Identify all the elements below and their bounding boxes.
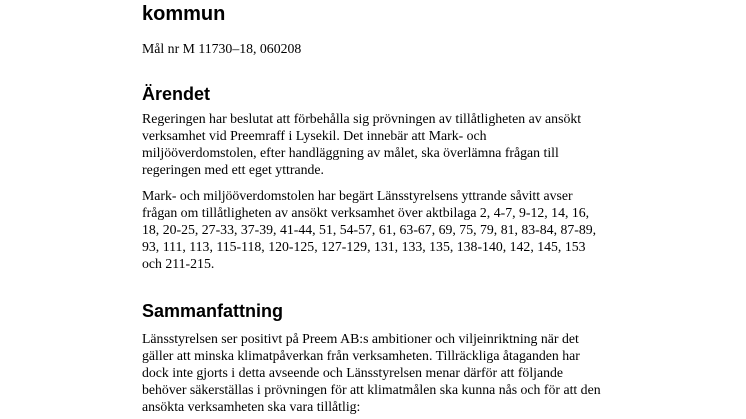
text-line: verksamhet vid Preemraff i Lysekil. Det innebär att Mark- och	[142, 128, 487, 143]
document-body	[142, 0, 682, 415]
paragraph	[142, 110, 682, 178]
text-line: dock inte gjorts i detta avseende och Länsstyrelsen menar därför att följande	[142, 365, 564, 380]
text-line: behöver säkerställas i prövningen för att klimatmålen ska kunna nås och för att den	[142, 382, 601, 397]
text-line: och 211-215.	[142, 256, 215, 271]
page-title: kommun	[142, 3, 226, 25]
text-line: regeringen med ett eget yttrande.	[142, 162, 324, 177]
text-line: miljööverdomstolen, efter handläggning av målet, ska överlämna frågan till	[142, 145, 559, 160]
text-line: gäller att minska klimatpåverkan från verksamheten. Tillräckliga åtaganden har	[142, 348, 580, 363]
text-line: ansökta verksamheten ska vara tillåtlig:	[142, 399, 361, 414]
paragraph	[142, 187, 682, 272]
text-line: 18, 20-25, 27-33, 37-39, 41-44, 51, 54-57, 61, 63-67, 69, 75, 79, 81, 83-84, 87-89,	[142, 222, 597, 237]
section-heading-arendet: Ärendet	[142, 84, 211, 104]
text-line: Länsstyrelsen ser positivt på Preem AB:s ambitioner och viljeinriktning när det	[142, 331, 579, 346]
text-line: Regeringen har beslutat att förbehålla sig prövningen av tillåtligheten av ansökt	[142, 111, 582, 126]
paragraph	[142, 330, 682, 415]
text-line: 93, 111, 113, 115-118, 120-125, 127-129, 131, 133, 135, 138-140, 142, 145, 153	[142, 239, 586, 254]
text-line: Mark- och miljööverdomstolen har begärt Länsstyrelsens yttrande såvitt avser	[142, 188, 573, 203]
text-line: frågan om tillåtligheten av ansökt verksamhet över aktbilaga 2, 4-7, 9-12, 14, 16,	[142, 205, 590, 220]
section-heading-sammanfattning: Sammanfattning	[142, 301, 284, 321]
case-number: Mål nr M 11730–18, 060208	[142, 41, 302, 56]
